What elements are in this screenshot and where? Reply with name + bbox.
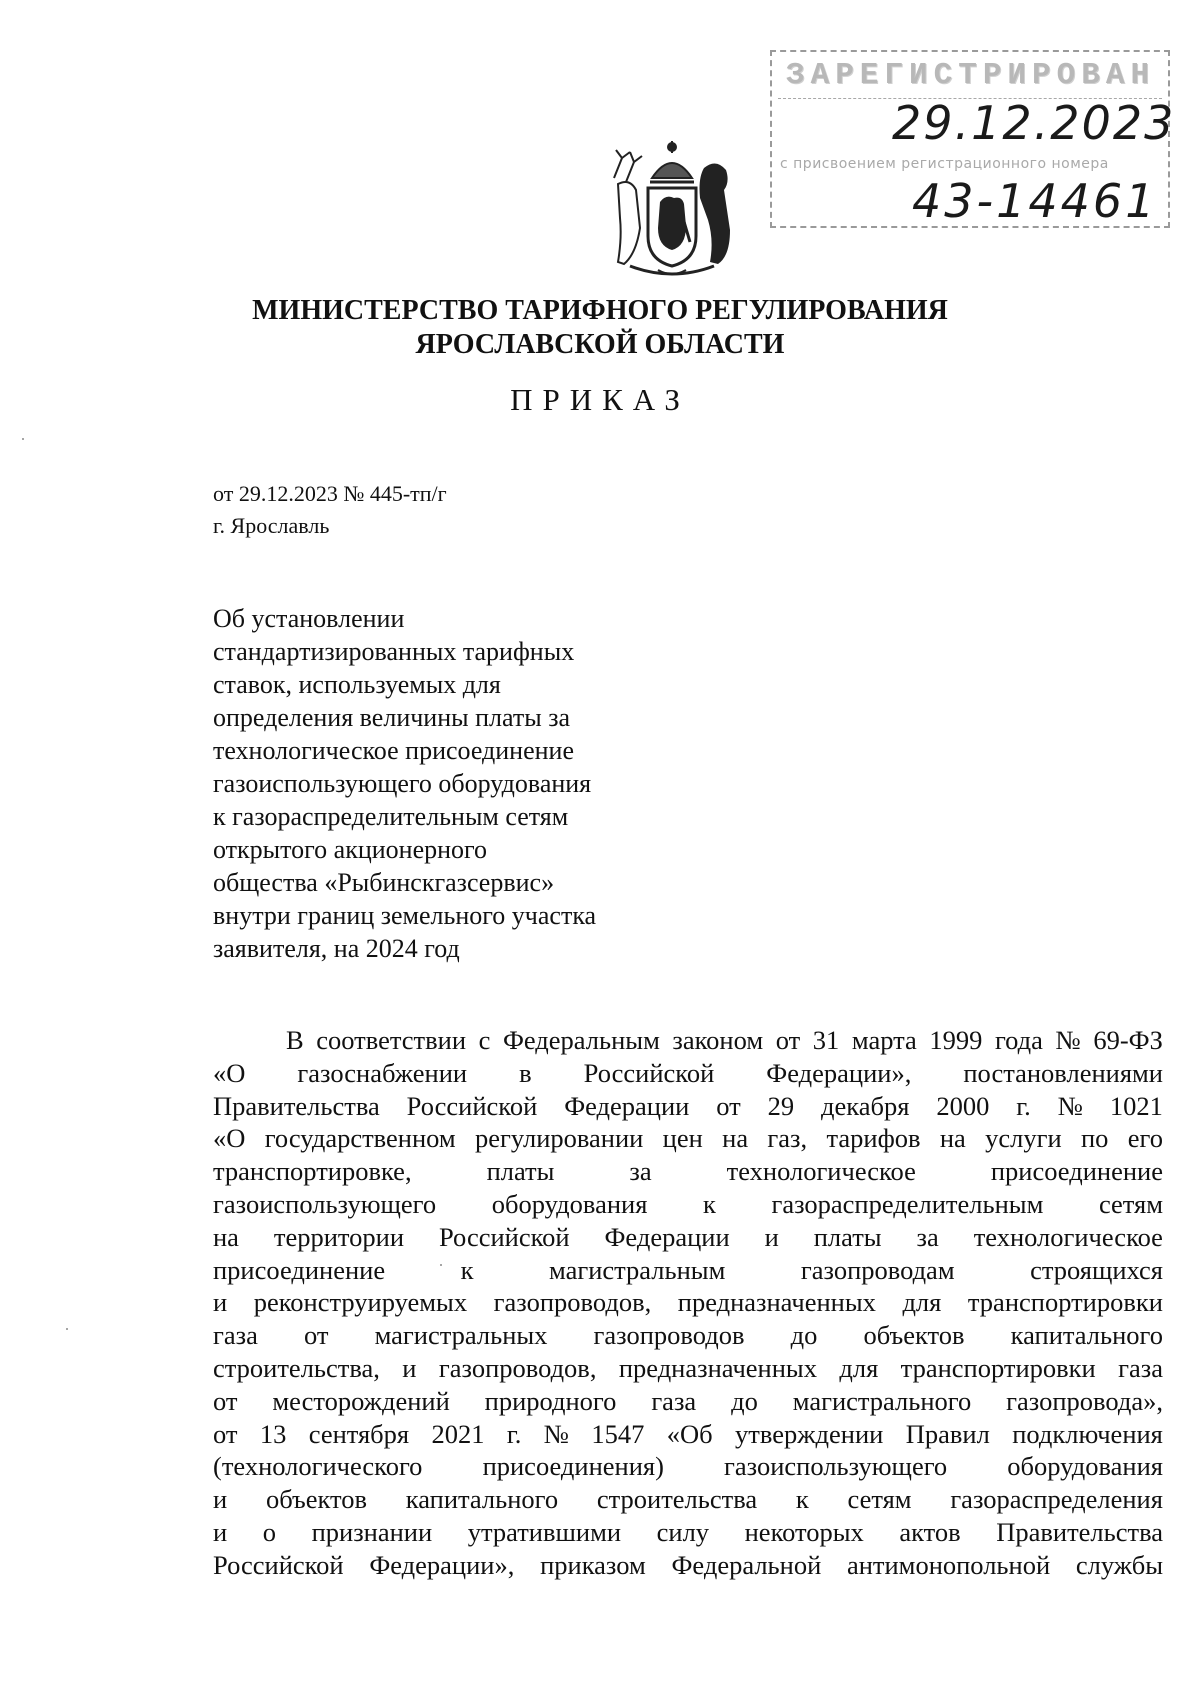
body-word: № — [1055, 1025, 1081, 1055]
body-line — [213, 1516, 1163, 1549]
document-meta — [213, 478, 447, 542]
subject-line: к газораспределительным сетям — [213, 802, 569, 831]
body-word: 13 — [259, 1418, 287, 1449]
body-word: его — [1127, 1123, 1163, 1154]
city: г. Ярославль — [213, 513, 330, 538]
body-word: газопроводов, — [438, 1352, 597, 1383]
body-word: 1547 — [591, 1418, 645, 1449]
body-word: и — [213, 1516, 228, 1547]
subject-line: заявителя, на 2024 год — [213, 934, 460, 963]
body-word: государственном — [264, 1123, 456, 1154]
stamp-caption: с присвоением регистрационного номера — [780, 156, 1109, 172]
body-word: газоснабжении — [297, 1057, 468, 1088]
scan-speck — [440, 1264, 442, 1266]
document-subject — [213, 602, 653, 965]
body-word: на — [939, 1123, 966, 1154]
body-word: подключения — [1012, 1418, 1163, 1449]
subject-line: ставок, используемых для — [213, 670, 501, 699]
body-word: оборудования — [491, 1188, 648, 1219]
body-word: № — [543, 1418, 570, 1449]
body-word: (технологического — [213, 1451, 423, 1482]
body-word: 2021 — [431, 1418, 485, 1449]
date-number: от 29.12.2023 № 445-тп/г — [213, 481, 447, 506]
body-word: от — [213, 1385, 238, 1416]
subject-line: стандартизированных тарифных — [213, 637, 575, 666]
registration-stamp — [770, 50, 1176, 228]
body-word: транспортировке, — [213, 1156, 412, 1187]
body-word: транспортировки — [967, 1287, 1163, 1318]
body-word: магистральных — [374, 1320, 548, 1351]
body-word: месторождений — [272, 1385, 450, 1416]
body-word: от — [775, 1025, 801, 1055]
body-word: 1021 — [1109, 1090, 1163, 1121]
body-word: транспортировки — [900, 1352, 1096, 1383]
ministry-line-2: ЯРОСЛАВСКОЙ ОБЛАСТИ — [415, 329, 785, 360]
body-line — [213, 1155, 1163, 1188]
body-word: услуги — [985, 1123, 1062, 1154]
body-word: к — [703, 1188, 716, 1219]
body-word: газа — [651, 1385, 697, 1416]
body-word: Правительства — [213, 1090, 380, 1121]
body-word: до — [731, 1385, 758, 1416]
body-word: декабря — [821, 1090, 910, 1121]
body-word: Федерации», — [766, 1057, 912, 1088]
stamp-title: ЗАРЕГИСТРИРОВАН — [786, 58, 1156, 93]
scan-speck — [66, 1328, 68, 1330]
body-word: оборудования — [1007, 1451, 1163, 1482]
body-word: 1999 — [929, 1025, 983, 1055]
body-word: 29 — [767, 1090, 795, 1121]
body-word: от — [716, 1090, 741, 1121]
body-word: строительства, — [213, 1352, 380, 1383]
body-word: к — [795, 1484, 809, 1515]
body-word: присоединение — [213, 1254, 386, 1285]
body-line — [213, 1385, 1163, 1418]
body-word: в — [519, 1057, 532, 1088]
body-word: актов — [899, 1516, 961, 1547]
body-word: платы — [486, 1156, 555, 1187]
body-word: капитального — [1010, 1320, 1163, 1351]
body-word: технологическое — [726, 1156, 916, 1187]
body-word: и — [764, 1221, 779, 1252]
body-word: службы — [1075, 1549, 1163, 1580]
body-line — [213, 1286, 1163, 1319]
body-word: на — [722, 1123, 749, 1154]
subject-line: Об установлении — [213, 604, 405, 633]
body-word: силу — [656, 1516, 710, 1547]
body-word: газ, — [767, 1123, 808, 1154]
body-word: присоединение — [990, 1156, 1163, 1187]
ministry-heading — [200, 294, 1000, 362]
body-word: по — [1081, 1123, 1109, 1154]
body-word: за — [916, 1221, 939, 1252]
body-word: 69-ФЗ — [1093, 1025, 1163, 1055]
body-word: капитального — [405, 1484, 559, 1515]
document-type: ПРИКАЗ — [510, 382, 690, 417]
body-word: Федерации», — [369, 1549, 515, 1580]
body-word: регулировании — [475, 1123, 644, 1154]
body-word: о — [262, 1516, 277, 1547]
subject-line: внутри границ земельного участка — [213, 901, 597, 930]
body-word: Российской — [583, 1057, 715, 1088]
body-line — [213, 1090, 1163, 1123]
subject-line: открытого акционерного — [213, 835, 488, 864]
coat-of-arms-icon — [600, 138, 745, 278]
body-word: Федерации — [604, 1221, 730, 1252]
subject-line: определения величины платы за — [213, 703, 571, 732]
body-word: соответствии — [316, 1025, 467, 1055]
body-word: газа — [213, 1320, 258, 1351]
subject-line: газоиспользующего оборудования — [213, 769, 592, 798]
body-word: объектов — [863, 1320, 965, 1351]
body-word: некоторых — [744, 1516, 864, 1547]
body-word: с — [478, 1025, 491, 1055]
body-line — [213, 1024, 1163, 1057]
body-line — [213, 1122, 1163, 1155]
body-line — [213, 1352, 1163, 1385]
body-word: г. — [506, 1418, 522, 1449]
ministry-line-1: МИНИСТЕРСТВО ТАРИФНОГО РЕГУЛИРОВАНИЯ — [252, 295, 948, 326]
body-word: за — [629, 1156, 652, 1187]
body-word: строительства — [596, 1484, 758, 1515]
body-word: цен — [662, 1123, 703, 1154]
body-word: «Об — [666, 1418, 713, 1449]
scan-speck — [22, 438, 24, 440]
body-word: строящихся — [1030, 1254, 1163, 1285]
body-word: для — [902, 1287, 942, 1318]
body-word: объектов — [265, 1484, 367, 1515]
body-word: газа — [1118, 1352, 1163, 1383]
body-word: и — [213, 1287, 228, 1318]
body-word: сетям — [847, 1484, 912, 1515]
body-word: предназначенных — [677, 1287, 876, 1318]
body-word: территории — [273, 1221, 405, 1252]
body-word: г. — [1016, 1090, 1031, 1121]
body-word: газоиспользующего — [213, 1188, 437, 1219]
body-line — [213, 1057, 1163, 1090]
body-word: Федеральной — [671, 1549, 822, 1580]
body-word: Правил — [905, 1418, 990, 1449]
body-word: и — [213, 1484, 228, 1515]
body-word: Российской — [438, 1221, 570, 1252]
body-word: магистральным — [548, 1254, 726, 1285]
body-word: № — [1057, 1090, 1083, 1121]
body-word: газоиспользующего — [724, 1451, 948, 1482]
document-body — [213, 1024, 1163, 1582]
body-word: законом — [672, 1025, 764, 1055]
body-word: газопроводов, — [493, 1287, 652, 1318]
body-word: антимонопольной — [846, 1549, 1051, 1580]
body-word: Российской — [406, 1090, 538, 1121]
body-word: тарифов — [826, 1123, 921, 1154]
stamp-number: 43-14461 — [912, 174, 1158, 228]
body-word: природного — [484, 1385, 617, 1416]
body-line — [213, 1319, 1163, 1352]
body-word: газопроводов — [593, 1320, 745, 1351]
body-word: для — [839, 1352, 879, 1383]
subject-line: общества «Рыбинскгазсервис» — [213, 868, 555, 897]
body-line — [213, 1188, 1163, 1221]
body-word: марта — [851, 1025, 917, 1055]
body-line — [213, 1418, 1163, 1451]
body-line — [213, 1549, 1163, 1582]
stamp-date: 29.12.2023 — [892, 96, 1176, 150]
body-word: Правительства — [996, 1516, 1163, 1547]
body-word: газопроводам — [800, 1254, 955, 1285]
subject-line: технологическое присоединение — [213, 736, 575, 765]
body-word: В — [286, 1025, 304, 1055]
body-word: 31 — [812, 1025, 840, 1055]
body-line — [213, 1221, 1163, 1254]
body-word: сентября — [308, 1418, 410, 1449]
body-word: утверждении — [735, 1418, 884, 1449]
body-word: Российской — [213, 1549, 344, 1580]
body-word: признании — [311, 1516, 433, 1547]
body-word: газораспределительным — [771, 1188, 1044, 1219]
body-word: Федеральным — [502, 1025, 660, 1055]
body-word: предназначенных — [618, 1352, 817, 1383]
body-word: «О — [213, 1057, 246, 1088]
body-word: присоединения) — [482, 1451, 664, 1482]
body-word: реконструируемых — [253, 1287, 468, 1318]
body-word: газораспределения — [950, 1484, 1163, 1515]
body-word: Федерации — [564, 1090, 690, 1121]
body-word: до — [790, 1320, 818, 1351]
body-line — [213, 1254, 1163, 1287]
body-word: 2000 — [936, 1090, 990, 1121]
body-word: сетям — [1098, 1188, 1163, 1219]
body-word: к — [460, 1254, 474, 1285]
body-word: приказом — [540, 1549, 646, 1580]
body-word: платы — [813, 1221, 882, 1252]
body-word: технологическое — [973, 1221, 1163, 1252]
body-word: на — [213, 1221, 239, 1252]
body-line — [213, 1450, 1163, 1483]
body-word: года — [994, 1025, 1043, 1055]
body-word: утратившими — [467, 1516, 622, 1547]
body-line — [213, 1483, 1163, 1516]
body-word: постановлениями — [963, 1057, 1163, 1088]
body-word: газопровода», — [1006, 1385, 1163, 1416]
body-word: от — [213, 1418, 238, 1449]
body-word: магистрального — [792, 1385, 972, 1416]
body-word: «О — [213, 1123, 246, 1154]
body-word: от — [303, 1320, 329, 1351]
body-word: и — [402, 1352, 417, 1383]
